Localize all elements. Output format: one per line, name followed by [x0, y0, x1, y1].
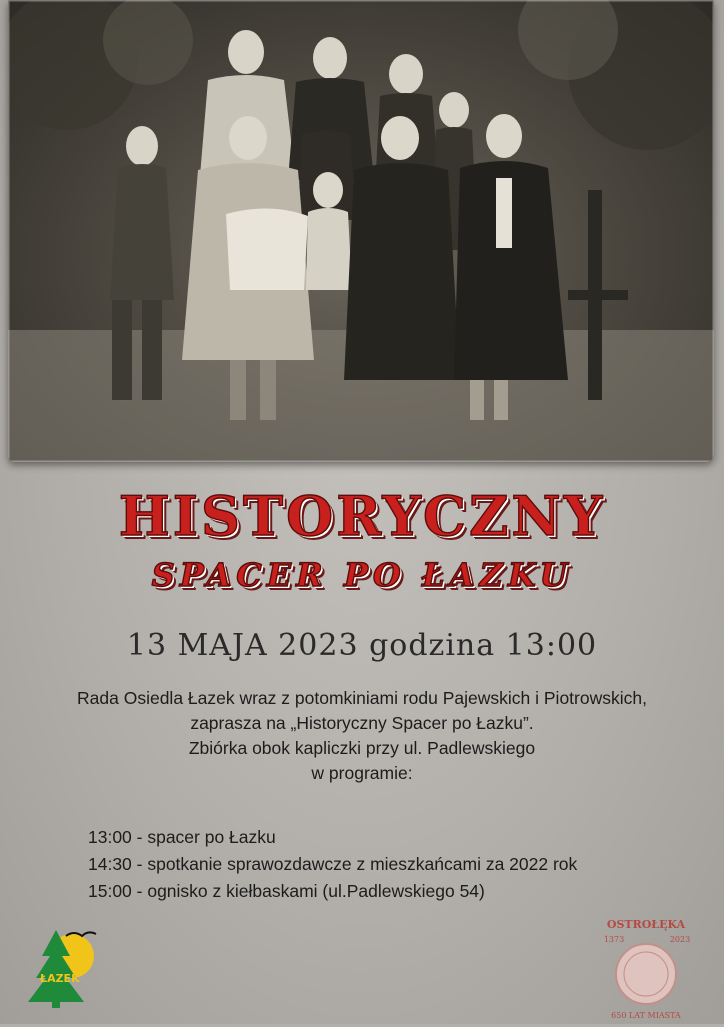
program-item: 13:00 - spacer po Łazku — [88, 827, 276, 847]
title-line-1: HISTORYCZNY — [118, 484, 606, 548]
invitation-line: Rada Osiedla Łazek wraz z potomkiniami rodu Pajewskich i Piotrowskich, — [77, 688, 647, 708]
lazek-logo — [26, 926, 102, 1008]
invitation-line: zaprasza na „Historyczny Spacer po Łazku”. — [190, 713, 534, 733]
invitation-text — [0, 686, 724, 786]
ostroleka-650-logo — [596, 918, 696, 1022]
program-item: 15:00 - ognisko z kiełbaskami (ul.Padlewskiego 54) — [88, 881, 485, 901]
svg-text:OSTROŁĘKA: OSTROŁĘKA — [606, 918, 686, 931]
family-photo — [8, 0, 714, 462]
svg-text:650 LAT MIASTA: 650 LAT MIASTA — [611, 1011, 681, 1020]
city-seal-icon — [616, 944, 676, 1004]
svg-text:1373: 1373 — [603, 935, 625, 944]
invitation-line: w programie: — [311, 763, 413, 783]
event-date: 13 MAJA 2023 godzina 13:00 — [126, 628, 598, 663]
title-line-2: SPACER PO ŁAZKU — [151, 556, 573, 594]
invitation-line: Zbiórka obok kapliczki przy ul. Padlewskiego — [188, 738, 536, 758]
svg-text:ŁAZEK: ŁAZEK — [40, 972, 80, 985]
svg-text:2023: 2023 — [669, 935, 691, 944]
program-list — [88, 824, 688, 905]
program-item: 14:30 - spotkanie sprawozdawcze z mieszkańcami za 2022 rok — [88, 854, 578, 874]
